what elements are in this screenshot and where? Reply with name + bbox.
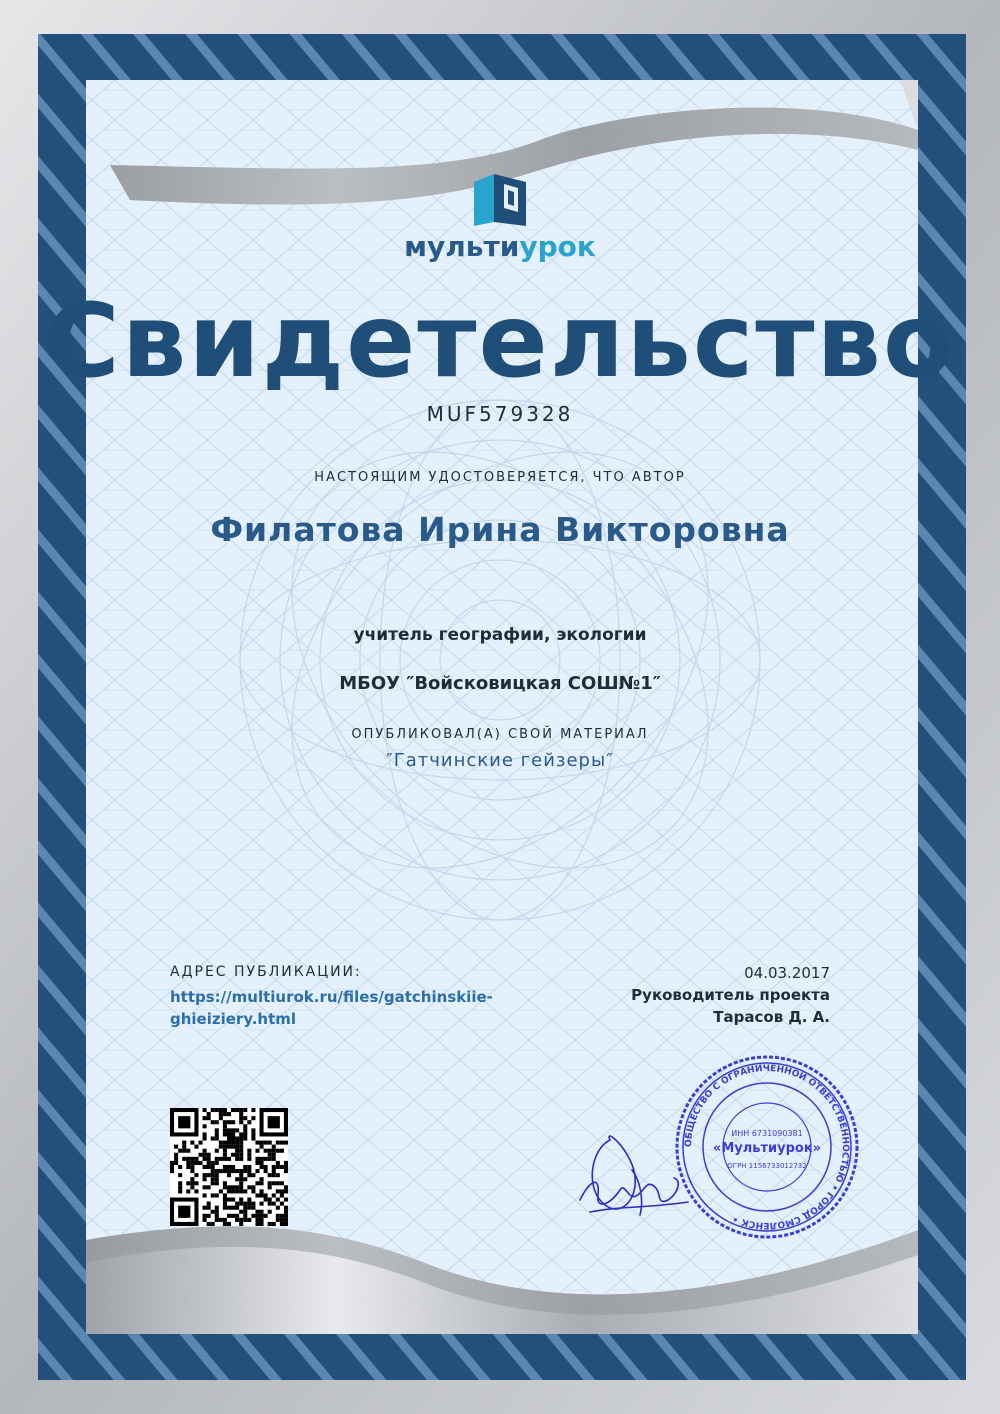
signatory-name: Тарасов Д. А. [713, 1008, 830, 1026]
stamp-ring-text: ОБЩЕСТВО С ОГРАНИЧЕННОЙ ОТВЕТСТВЕННОСТЬЮ • ГОРОД СМОЛЕНСК • [683, 1063, 851, 1231]
publication-url[interactable] [170, 986, 530, 1030]
certificate-code: MUF579328 [426, 402, 574, 426]
logo-part1: мульти [404, 230, 520, 263]
material-title: ″Гатчинские гейзеры″ [386, 750, 614, 771]
qr-code [170, 1108, 288, 1226]
publication-url-line2[interactable]: ghieiziery.html [170, 1010, 297, 1028]
published-label: ОПУБЛИКОВАЛ(А) СВОЙ МАТЕРИАЛ [351, 727, 649, 742]
company-stamp [672, 1052, 862, 1242]
brand-logo-text [0, 230, 1000, 263]
intro-text: НАСТОЯЩИМ УДОСТОВЕРЯЕТСЯ, ЧТО АВТОР [314, 470, 686, 485]
publication-url-line1[interactable]: https://multiurok.ru/files/gatchinskiie- [170, 988, 493, 1006]
school-name: МБОУ ″Войсковицкая СОШ№1″ [339, 673, 661, 694]
signatory-role: Руководитель проекта [631, 986, 830, 1004]
author-name: Филатова Ирина Викторовна [210, 510, 790, 549]
stamp-center-text: «Мультиурок» [712, 1141, 822, 1156]
logo-part2: урок [519, 230, 596, 263]
stamp-ogrn: ОГРН 1156733012732 [727, 1162, 807, 1170]
issue-date: 04.03.2017 [744, 964, 830, 982]
book-logo-icon [470, 168, 530, 228]
certificate-title: Свидетельство [44, 282, 956, 401]
author-position: учитель географии, экологии [353, 625, 647, 645]
stamp-inn: ИНН 6731090381 [731, 1129, 803, 1138]
publication-address-label: АДРЕС ПУБЛИКАЦИИ: [170, 964, 362, 980]
